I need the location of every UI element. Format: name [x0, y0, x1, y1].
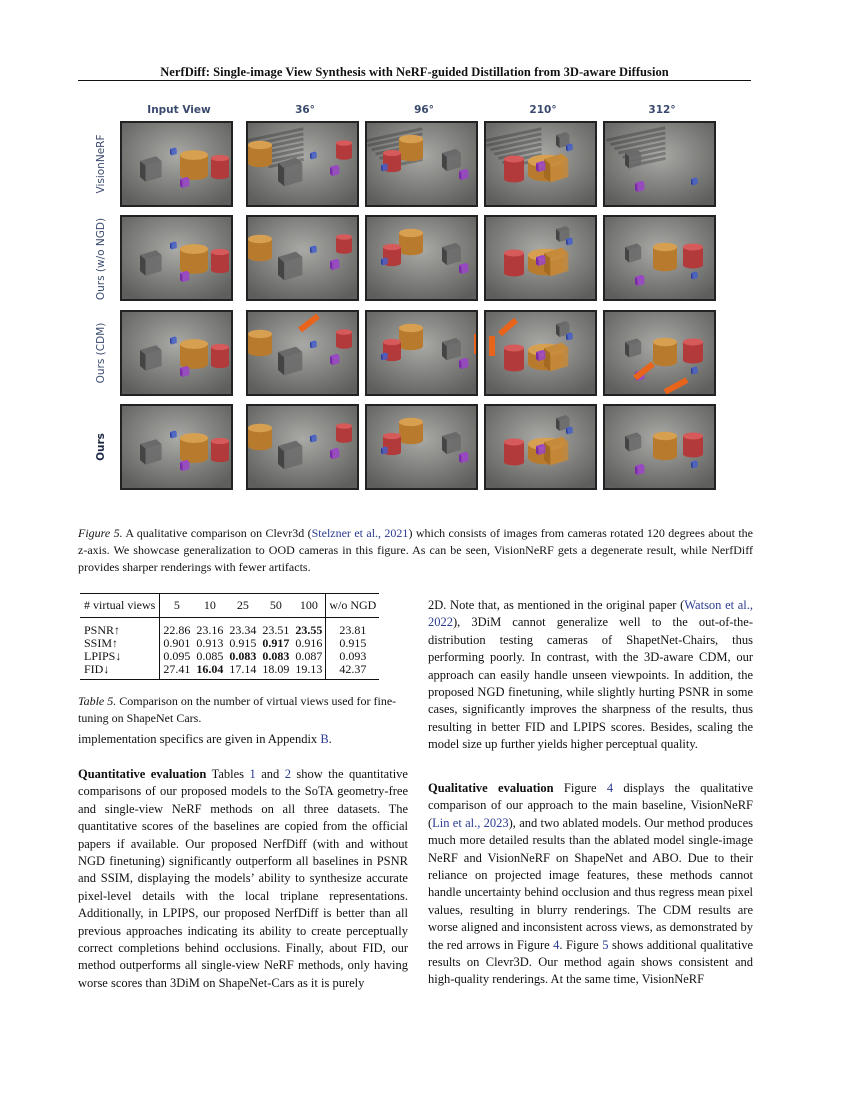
red-cylinder-base	[504, 270, 524, 277]
red-cylinder-top	[336, 423, 352, 429]
gold-cylinder-top	[248, 141, 272, 149]
gold-cylinder-base	[653, 452, 677, 460]
table-cell: 0.916	[292, 637, 326, 650]
gold-cylinder-top	[653, 338, 677, 346]
qualitative-heading: Qualitative evaluation	[428, 781, 554, 795]
render-tile-r4-c5	[603, 404, 716, 490]
red-cylinder-top	[504, 156, 524, 163]
table-cell: 0.915	[339, 636, 367, 650]
gold-cylinder-base	[248, 348, 272, 356]
red-cylinder-top	[383, 433, 401, 439]
render-tile-r2-c1	[120, 215, 233, 301]
running-header: NerfDiff: Single-image View Synthesis with NeRF-guided Distillation from 3D-aware Diffusion	[160, 65, 669, 79]
qual-text: . Figure	[559, 937, 603, 952]
render-image	[122, 406, 231, 488]
render-image	[367, 123, 476, 205]
table-cell: 23.51	[262, 623, 290, 637]
table-cell: 18.09	[259, 663, 292, 680]
figure-4-link[interactable]: 4	[553, 937, 560, 952]
right-text: ), 3DiM cannot generalize well to the out-of-the-distribution testing cameras of ShapetNet-Chairs, thus performing poorly. In contrast, with the 3D-aware CDM, our approach can easily handle unseen viewpoints. In addition, the proposed NGD finetuning, while slightly hurting PSNR in some cases, significantly improves the sharpness of the results, thus resulting in better FID and LPIPS scores. Besides, scaling the model size up further yields higher perceptual quality.	[428, 615, 753, 752]
red-cylinder-top	[383, 339, 401, 345]
citation-link[interactable]: Watson et al., 2022	[428, 598, 753, 630]
gold-cylinder-base	[248, 253, 272, 261]
red-cylinder-base	[336, 343, 352, 349]
red-cylinder-top	[336, 329, 352, 335]
table-metric: SSIM↑	[80, 637, 160, 650]
header-rule	[78, 80, 751, 81]
quantitative-evaluation-paragraph	[78, 766, 408, 992]
red-cylinder-top	[211, 249, 229, 255]
qualitative-evaluation-paragraph	[428, 780, 753, 989]
caption-text-after: ) which consists of images from cameras rotated 120 degrees about the z-axis. We showcase generalization to OOD cameras in this figure. As can be seen, VisionNeRF gets a degenerate result, while NerfDiff provides sharper renderings with fewer artifacts.	[78, 526, 753, 574]
table-cell: 0.083	[262, 649, 290, 663]
table-header-cell: 5	[160, 594, 194, 618]
render-tile-r3-c1	[120, 310, 233, 396]
red-cylinder-base	[336, 248, 352, 254]
render-tile-r1-c3	[365, 121, 478, 207]
col-label-input-view: Input View	[147, 104, 211, 116]
gold-cylinder-top	[653, 432, 677, 440]
table-1-link[interactable]: 1	[249, 767, 256, 781]
render-image	[605, 406, 714, 488]
gold-cylinder-top	[399, 324, 423, 332]
impl-text: implementation specifics are given in Appendix	[78, 732, 321, 746]
table-caption	[78, 693, 410, 727]
render-image	[367, 312, 476, 394]
render-image	[122, 123, 231, 205]
figure-caption-label: Figure 5.	[78, 526, 123, 540]
red-cylinder-base	[504, 365, 524, 372]
col-label-36: 36°	[295, 104, 315, 116]
render-tile-r1-c2	[246, 121, 359, 207]
render-image	[122, 312, 231, 394]
red-cylinder-base	[683, 451, 703, 458]
gold-cylinder-top	[180, 433, 208, 443]
quantitative-heading: Quantitative evaluation	[78, 767, 207, 781]
qual-text: ), and two ablated models. Our method produces much more detailed results than the ablated model single-image NeRF and VisionNeRF on ShapeNet and ABO. Due to their reliance on projected image features, these methods cannot handle uncertainty behind occlusion and thus regress mean pixel values, resulting in blurry renderings. The CDM results are worse aligned and inconsistent across views, as demonstrated by the red arrows in Figure	[428, 815, 753, 952]
render-image	[248, 123, 357, 205]
red-cylinder-base	[683, 357, 703, 364]
gold-cylinder-top	[653, 243, 677, 251]
render-tile-r2-c4	[484, 215, 597, 301]
table-cell: 0.901	[163, 636, 191, 650]
render-image	[486, 406, 595, 488]
render-tile-r1-c5	[603, 121, 716, 207]
render-tile-r3-c2	[246, 310, 359, 396]
gold-cylinder-base	[653, 263, 677, 271]
caption-text-before: A qualitative comparison on Clevr3d (	[122, 526, 312, 540]
row-label-ours-cdm: Ours (CDM)	[95, 322, 107, 384]
render-image	[367, 217, 476, 299]
table-header-cell: # virtual views	[80, 594, 160, 618]
red-cylinder-base	[211, 456, 229, 462]
table-cell: 23.16	[196, 623, 224, 637]
render-tile-r2-c3	[365, 215, 478, 301]
red-cylinder-top	[211, 438, 229, 444]
render-image	[248, 406, 357, 488]
table-header-cell: 25	[226, 594, 259, 618]
gold-cylinder-top	[248, 424, 272, 432]
render-image	[122, 217, 231, 299]
table-cell: 0.095	[163, 649, 191, 663]
render-tile-r1-c4	[484, 121, 597, 207]
red-cylinder-base	[336, 437, 352, 443]
gold-cylinder-base	[399, 342, 423, 350]
table-caption-text: Comparison on the number of virtual views used for fine-tuning on ShapeNet Cars.	[78, 694, 397, 725]
table-cell: 17.14	[226, 663, 259, 680]
gold-cylinder-base	[399, 247, 423, 255]
gold-cylinder-base	[399, 436, 423, 444]
gold-cylinder-top	[180, 339, 208, 349]
implementation-line	[78, 731, 408, 748]
gold-cylinder-top	[399, 229, 423, 237]
render-tile-r2-c5	[603, 215, 716, 301]
red-cylinder-base	[211, 362, 229, 368]
table-header-cell: w/o NGD	[326, 594, 380, 618]
table-header-cell: 50	[259, 594, 292, 618]
table-cell: 23.81	[339, 623, 367, 637]
table-row	[80, 663, 379, 680]
render-tile-r3-c4	[484, 310, 597, 396]
table-cell: 19.13	[292, 663, 326, 680]
gold-cylinder-base	[399, 153, 423, 161]
red-cylinder-top	[211, 155, 229, 161]
red-cylinder-top	[336, 234, 352, 240]
row-label-visionnerf: VisionNeRF	[95, 134, 107, 194]
render-tile-r4-c4	[484, 404, 597, 490]
render-image	[605, 217, 714, 299]
qual-text: shows additional qualitative results on Clevr3D. Our method again shows consistent and high-quality renderings. At the same time, VisionNeRF	[428, 937, 754, 987]
red-cylinder-base	[504, 459, 524, 466]
render-tile-r2-c2	[246, 215, 359, 301]
row-label-ours-wo-ngd: Ours (w/o NGD)	[95, 217, 107, 301]
red-cylinder-top	[504, 250, 524, 257]
red-cylinder-top	[683, 339, 703, 346]
table-metric: FID↓	[80, 663, 160, 680]
right-text: 2D. Note that, as mentioned in the original paper (	[428, 598, 685, 612]
red-cylinder-top	[504, 345, 524, 352]
red-cylinder-top	[683, 433, 703, 440]
table-cell: 42.37	[326, 663, 380, 680]
table-metric: LPIPS↓	[80, 650, 160, 663]
gold-cylinder-top	[180, 150, 208, 160]
render-image	[248, 312, 357, 394]
gold-cylinder-top	[399, 418, 423, 426]
render-tile-r4-c3	[365, 404, 478, 490]
red-cylinder-top	[504, 439, 524, 446]
table-cell: 0.093	[339, 649, 367, 663]
table-cell: 0.085	[196, 649, 224, 663]
quant-text: Tables	[206, 767, 250, 781]
table-row	[80, 618, 379, 638]
table-cell: 0.915	[229, 636, 257, 650]
citation-link[interactable]: Stelzner et al., 2021	[311, 526, 409, 540]
quant-text: show the quantitative comparisons of our proposed models to the SoTA geometry-free and single-view NeRF methods on all three datasets. The quantitative scores of the baselines are copied from the official papers if available. Our proposed NerfDiff (with and without NGD finetuning) significantly outperform all baselines in PSNR and SSIM, displaying the models’ ability to synthesize accurate pixel-level details with the local triplane representations. Additionally, in LPIPS, our proposed NerfDiff is better than all previous approaches indicating its ability to create perceptually correct completions behind occlusions. Finally, about FID, our method outperforms all single-view NeRF methods, only having worse scores than 3DiM on ShapeNet-Cars as it is purely	[78, 767, 408, 990]
table-caption-label: Table 5.	[78, 694, 117, 708]
right-paragraph-1	[428, 597, 753, 754]
red-cylinder-top	[683, 244, 703, 251]
table-cell: 22.86	[163, 623, 191, 637]
render-image	[486, 123, 595, 205]
red-cylinder-top	[336, 140, 352, 146]
table-cell: 23.55	[292, 618, 326, 638]
table-header-cell: 10	[193, 594, 226, 618]
render-tile-r4-c1	[120, 404, 233, 490]
gold-cylinder-top	[248, 330, 272, 338]
row-label-ours: Ours	[95, 433, 107, 461]
table-cell: 0.087	[292, 650, 326, 663]
gold-cylinder-base	[248, 159, 272, 167]
figure-5-link[interactable]: 5	[602, 937, 609, 952]
red-cylinder-base	[504, 176, 524, 183]
table-cell: 0.917	[262, 636, 290, 650]
table-cell: 23.34	[229, 623, 257, 637]
red-cylinder-base	[336, 154, 352, 160]
table-metric: PSNR↑	[80, 618, 160, 638]
table-2-link[interactable]: 2	[284, 767, 291, 781]
red-cylinder-top	[383, 244, 401, 250]
red-cylinder-base	[683, 262, 703, 269]
appendix-link[interactable]: B	[320, 732, 329, 746]
gold-cylinder-base	[653, 358, 677, 366]
gold-cylinder-base	[248, 442, 272, 450]
citation-link[interactable]: Lin et al., 2023	[432, 815, 509, 830]
gold-cylinder-top	[248, 235, 272, 243]
col-label-96: 96°	[414, 104, 434, 116]
table-header-cell: 100	[292, 594, 326, 618]
impl-end: .	[328, 732, 332, 746]
table-cell: 0.913	[196, 636, 224, 650]
figure-caption	[78, 525, 753, 576]
table-header-row	[80, 594, 379, 618]
red-cylinder-top	[211, 344, 229, 350]
render-image	[367, 406, 476, 488]
render-image	[248, 217, 357, 299]
table-cell: 27.41	[160, 663, 194, 680]
gold-cylinder-top	[399, 135, 423, 143]
red-cylinder-top	[383, 150, 401, 156]
render-image	[605, 123, 714, 205]
quant-text: and	[255, 767, 285, 781]
render-image	[605, 312, 714, 394]
qual-text: Figure	[553, 781, 607, 795]
qual-text: displays the qualitative comparison of our approach to the main baseline, VisionNeRF (	[428, 781, 754, 830]
render-image	[486, 217, 595, 299]
render-tile-r4-c2	[246, 404, 359, 490]
render-tile-r1-c1	[120, 121, 233, 207]
figure-4-link[interactable]: 4	[606, 781, 614, 795]
gold-cylinder-top	[180, 244, 208, 254]
col-label-312: 312°	[648, 104, 676, 116]
red-cylinder-base	[211, 267, 229, 273]
render-tile-r3-c3	[365, 310, 478, 396]
red-cylinder-base	[211, 173, 229, 179]
table-cell: 16.04	[193, 663, 226, 680]
render-tile-r3-c5	[603, 310, 716, 396]
col-label-210: 210°	[529, 104, 557, 116]
virtual-views-table	[80, 593, 379, 680]
table-cell: 0.083	[229, 649, 257, 663]
render-image	[486, 312, 595, 394]
